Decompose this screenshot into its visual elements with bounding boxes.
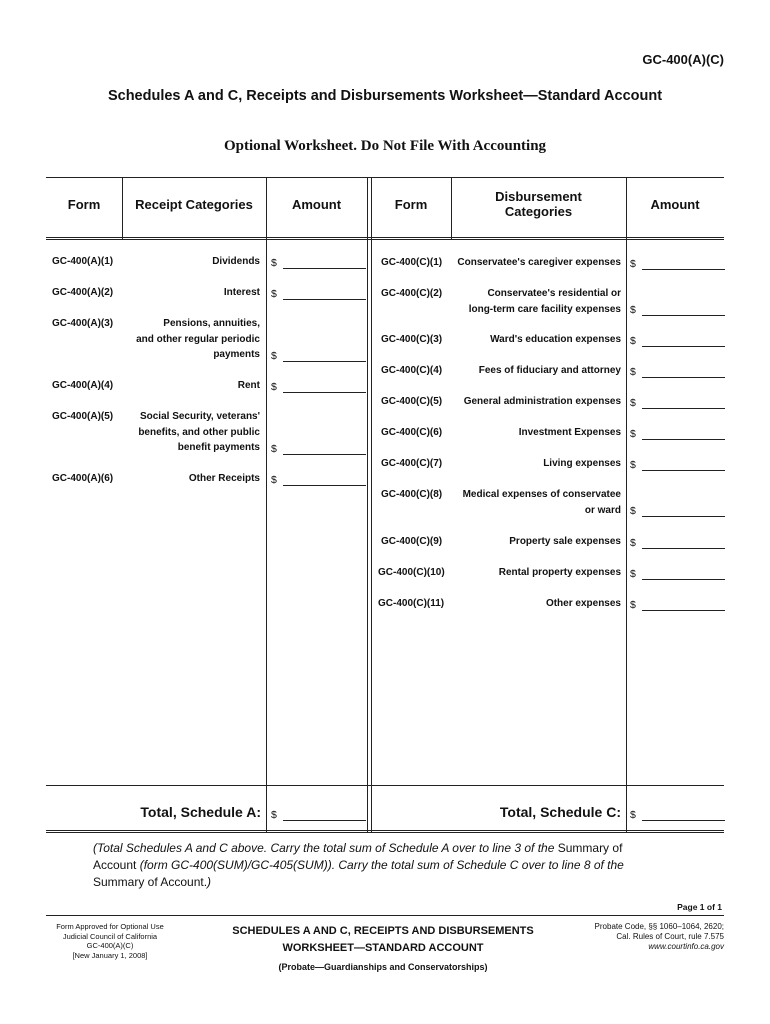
header-form-a: Form: [67, 197, 101, 212]
amount-field-c11[interactable]: $: [630, 598, 725, 611]
total-schedule-a-label: Total, Schedule A:: [140, 804, 261, 820]
form-c4: GC-400(C)(4): [381, 365, 443, 376]
footer-rule: [46, 915, 724, 916]
amount-field-c8[interactable]: $: [630, 504, 725, 517]
form-number: GC-400(A)(C): [642, 52, 724, 67]
col-divider: [626, 177, 627, 832]
form-a2: GC-400(A)(2): [52, 287, 114, 298]
category-dividends: Dividends: [212, 256, 260, 267]
footer-title: SCHEDULES A AND C, RECEIPTS AND DISBURSEMENTS WORKSHEET—STANDARD ACCOUNT (Probate—Guardianships and Conservatorships): [232, 925, 534, 972]
header-amount-a: Amount: [291, 197, 342, 212]
amount-field-c1[interactable]: $: [630, 257, 725, 270]
table-header-rule-2: [46, 239, 724, 240]
category-investment: Investment Expenses: [518, 427, 621, 438]
page-title: Schedules A and C, Receipts and Disbursements Worksheet—Standard Account: [107, 88, 663, 104]
category-rent: Rent: [237, 380, 260, 391]
category-pensions: Pensions, annuities, and other regular periodic payments: [136, 318, 260, 360]
category-living: Living expenses: [543, 458, 621, 469]
form-c10: GC-400(C)(10): [378, 567, 445, 578]
amount-field-a4[interactable]: $: [271, 380, 366, 393]
category-fiduciary-fees: Fees of fiduciary and attorney: [478, 365, 621, 376]
category-education: Ward's education expenses: [490, 334, 621, 345]
header-form-c: Form: [394, 197, 428, 212]
amount-field-a1[interactable]: $: [271, 256, 366, 269]
amount-field-a3[interactable]: $: [271, 349, 366, 362]
form-c8: GC-400(C)(8): [381, 489, 443, 500]
col-divider: [367, 177, 368, 832]
category-medical: Medical expenses of conservatee or ward: [462, 489, 621, 516]
totals-top-rule: [46, 785, 724, 786]
amount-field-c9[interactable]: $: [630, 536, 725, 549]
table-bottom-rule: [46, 830, 724, 831]
category-other-expenses: Other expenses: [545, 598, 621, 609]
header-amount-c: Amount: [650, 197, 700, 212]
total-schedule-c-field[interactable]: $: [630, 808, 725, 821]
amount-field-c6[interactable]: $: [630, 427, 725, 440]
court-website-link[interactable]: www.courtinfo.ca.gov: [648, 942, 724, 951]
table-top-rule: [46, 177, 724, 178]
category-interest: Interest: [223, 287, 260, 298]
worksheet-subtitle: Optional Worksheet. Do Not File With Accounting: [223, 138, 547, 154]
page-number: Page 1 of 1: [677, 902, 722, 912]
amount-field-c4[interactable]: $: [630, 365, 725, 378]
form-c5: GC-400(C)(5): [381, 396, 443, 407]
category-property-sale: Property sale expenses: [509, 536, 621, 547]
table-header-rule: [46, 237, 724, 238]
amount-field-a5[interactable]: $: [271, 442, 366, 455]
amount-field-c2[interactable]: $: [630, 303, 725, 316]
form-a5: GC-400(A)(5): [52, 411, 114, 422]
total-schedule-c-label: Total, Schedule C:: [499, 804, 621, 820]
footer-approval: Form Approved for Optional Use Judicial Council of California GC-400(A)(C) [New January 1, 2008]: [56, 922, 164, 960]
category-caregiver: Conservatee's caregiver expenses: [457, 257, 621, 268]
header-disbursement-line2: Categories: [504, 204, 573, 219]
form-c7: GC-400(C)(7): [381, 458, 443, 469]
form-c9: GC-400(C)(9): [381, 536, 443, 547]
header-disbursement-categories: [451, 189, 626, 219]
header-receipt-categories: Receipt Categories: [135, 197, 253, 212]
instructions-note: (Total Schedules A and C above. Carry the total sum of Schedule A over to line 3 of the Summary of Account (form GC-400(SUM)/GC-405(SUM)). Carry the total sum of Schedule C over to line 8 of the Summary of Account.): [93, 841, 624, 889]
amount-field-a2[interactable]: $: [271, 287, 366, 300]
form-c1: GC-400(C)(1): [381, 257, 443, 268]
category-residential-care: Conservatee's residential or long-term care facility expenses: [468, 288, 621, 315]
col-divider: [266, 177, 267, 832]
amount-field-c7[interactable]: $: [630, 458, 725, 471]
form-c3: GC-400(C)(3): [381, 334, 443, 345]
form-a6: GC-400(A)(6): [52, 473, 114, 484]
amount-field-a6[interactable]: $: [271, 473, 366, 486]
form-a3: GC-400(A)(3): [52, 318, 114, 329]
category-rental-property: Rental property expenses: [498, 567, 621, 578]
form-c6: GC-400(C)(6): [381, 427, 443, 438]
header-disbursement-line1: Disbursement: [495, 189, 582, 204]
total-schedule-a-field[interactable]: $: [271, 808, 366, 821]
form-c11: GC-400(C)(11): [378, 598, 445, 609]
footer-citations: Probate Code, §§ 1060–1064, 2620; Cal. Rules of Court, rule 7.575 www.courtinfo.ca.gov: [594, 922, 724, 951]
amount-field-c5[interactable]: $: [630, 396, 725, 409]
form-c2: GC-400(C)(2): [381, 288, 443, 299]
col-divider: [371, 177, 372, 832]
table-bottom-rule-2: [46, 832, 724, 833]
category-general-admin: General administration expenses: [463, 396, 621, 407]
category-social-security: Social Security, veterans' benefits, and other public benefit payments: [138, 411, 260, 453]
form-a4: GC-400(A)(4): [52, 380, 114, 391]
category-other-receipts: Other Receipts: [188, 473, 260, 484]
amount-field-c10[interactable]: $: [630, 567, 725, 580]
amount-field-c3[interactable]: $: [630, 334, 725, 347]
form-a1: GC-400(A)(1): [52, 256, 114, 267]
